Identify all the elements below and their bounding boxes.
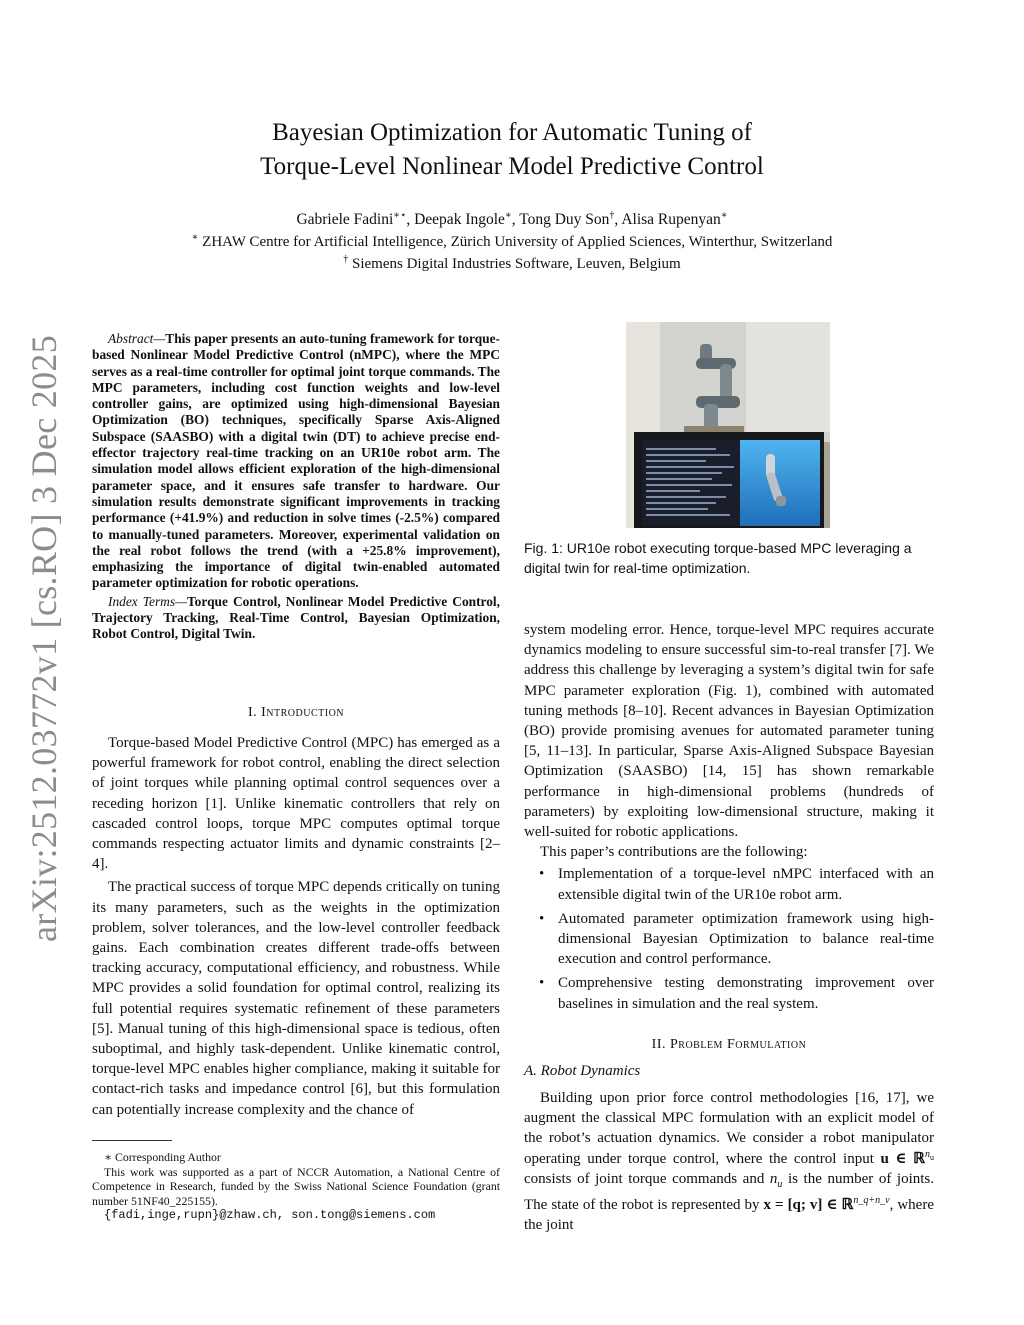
author-mark: ∗ (504, 209, 512, 221)
title-line-1: Bayesian Optimization for Automatic Tuning of (272, 119, 752, 146)
math-u: u ∈ ℝ (880, 1150, 925, 1167)
figure-1-caption: Fig. 1: UR10e robot executing torque-based MPC leveraging a digital twin for real-time optimization. (524, 540, 912, 576)
intro-continuation: system modeling error. Hence, torque-level MPC requires accurate dynamics modeling to ensure successful sim-to-real transfer [7]. We address this challenge by leveraging a system’s digital twin for safe MPC parameter exploration (Fig. 1), combined with automated tuning methods [8–10]. Recent advances in Bayesian Optimization (BO) provide promising avenues for automated parameter tuning [5, 11–13]. In particular, Sparse Axis-Aligned Subspace Bayesian Optimization (SAASBO) [14, 15] has shown remarkable performance in high-dimensional problems (hundreds of parameters) by exploiting low-dimensional structure, making it well-suited for robotic applications. (524, 622, 934, 841)
affiliation-mark: † (343, 254, 349, 265)
author-name: Alisa Rupenyan (621, 211, 721, 228)
math-x: x = [q; v] ∈ ℝ (763, 1197, 854, 1214)
right-column-text (524, 620, 934, 1014)
author-name: Tong Duy Son (519, 211, 610, 228)
bullet-icon: • (539, 910, 545, 927)
section-2-text: Building upon prior force control methodologies [16, 17], we augment the classical MPC formulation with an explicit model of the robot’s actuation dynamics. We consider a robot manipulator operating under torque control, where the control input u ∈ ℝ$^{n_u}$ consists of joint torque commands and $n_u$ is the number of joints. The state of the robot is represented by x = [q; v] ∈ ℝ$^{n\_q+n\_v}$, where the joint (524, 1090, 935, 1234)
footnote-funding: This work was supported as a part of NCCR Automation, a National Centre of Competence in Research, funded by the Swiss National Science Foundation (grant number 51NF40_225155). (92, 1164, 500, 1208)
contributions-list (524, 864, 934, 1013)
intro-paragraph-2: The practical success of torque MPC depends critically on tuning its many parameters, such as the weights in the optimization problem, solver tolerances, and the low-level controller feedback gains. Each combination creates different trade-offs between tracking accuracy, computational efficiency, and robustness. While MPC provides a solid foundation for optimal control, realizing its full potential requires systematic refinement of these parameters [5]. Manual tuning of this high-dimensional space is tedious, often suboptimal, and highly task-dependent. Unlike kinematic control, torque-level MPC enables higher compliance, making it suitable for contact-rich tasks and impedance control [6], but this formulation can potentially increase complexity and the chance of (92, 879, 500, 1118)
paper-title (0, 116, 1024, 184)
title-line-2: Torque-Level Nonlinear Model Predictive Control (260, 153, 764, 180)
affiliation-mark: ∗ (191, 232, 199, 243)
robot-photo-illustration (626, 322, 830, 528)
affiliation-text: ZHAW Centre for Artificial Intelligence, Zürich University of Applied Sciences, Winterthur, Switzerland (202, 234, 833, 250)
footnotes (92, 1150, 500, 1223)
section-1-heading (92, 705, 500, 721)
bullet-icon: • (539, 866, 545, 883)
intro-text (92, 733, 500, 1120)
author-mark: † (609, 209, 615, 221)
contributions-intro: This paper’s contributions are the following: (540, 844, 808, 861)
affiliation-text: Siemens Digital Industries Software, Leuven, Belgium (352, 256, 681, 272)
contribution-item: • Automated parameter optimization framework using high-dimensional Bayesian Optimization to balance real-time execution and control performance. (539, 910, 934, 968)
math-nu: n (769, 1170, 778, 1187)
abstract-label: Abstract— (108, 331, 166, 346)
footnote-rule (92, 1140, 172, 1141)
subsection-robot-dynamics: A. Robot Dynamics (524, 1063, 641, 1079)
section-2-number: II. (651, 1037, 666, 1052)
contribution-item: • Comprehensive testing demonstrating improvement over baselines in simulation and the real system. (539, 975, 934, 1012)
section-1-title: Introduction (261, 705, 345, 720)
author-mark: ∗ (720, 209, 728, 221)
section-2-heading (524, 1037, 934, 1053)
figure-1-photo (626, 322, 830, 528)
arxiv-side-stamp: arXiv:2512.03772v1 [cs.RO] 3 Dec 2025 (24, 335, 64, 942)
abstract-text: This paper presents an auto-tuning framework for torque-based Nonlinear Model Predictive Control (nMPC), where the MPC serves as a real-time controller for optimal joint torque commands. The MPC parameters, including cost function weights and low-level controller gains, are optimized using high-dimensional Bayesian Optimization (BO) techniques, specifically Sparse Axis-Aligned Subspace (SAASBO) with a digital twin (DT) to achieve precise end-effector trajectory real-time tracking on an UR10e robot arm. The simulation model allows efficient exploration of the high-dimensional parameter space, and it ensures safe transfer to hardware. Our simulation results demonstrate significant improvements in tracking performance (+41.9%) and reduction in solve times (-2.5%) compared to manually-tuned parameters. Moreover, experimental validation on the real robot follows the trend (with a +25.8% improvement), emphasizing the importance of digital twin-enabled automated parameter optimization for robotic operations. (92, 331, 500, 591)
index-terms-text: Torque Control, Nonlinear Model Predictive Control, Trajectory Tracking, Real-Time Control, Bayesian Optimization, Robot Control, Digital Twin. (92, 593, 501, 642)
footnote-corresponding: ∗ Corresponding Author (104, 1150, 221, 1164)
author-mark: ∗⋆ (393, 209, 407, 221)
affiliation-1 (0, 232, 1024, 253)
intro-paragraph-1: Torque-based Model Predictive Control (MPC) has emerged as a powerful framework for robot control, enabling the direct selection of joint torques while planning optimal control sequences over a receding horizon [1]. Unlike kinematic controllers that rely on cascaded control loops, torque MPC computes optimal torque commands respecting actuator limits and dynamic constraints [2–4]. (92, 735, 500, 873)
author-name: Gabriele Fadini (296, 211, 394, 228)
author-name: Deepak Ingole (414, 211, 505, 228)
section-2-title: Problem Formulation (669, 1037, 807, 1052)
abstract-block (92, 331, 500, 643)
section-1-number: I. (247, 705, 258, 720)
footnote-emails: {fadi,inge,rupn}@zhaw.ch, son.tong@siemens.com (104, 1208, 436, 1223)
bullet-icon: • (539, 975, 545, 992)
affiliation-2 (0, 254, 1024, 275)
index-terms-label: Index Terms— (108, 593, 187, 609)
author-list: Gabriele Fadini∗⋆, Deepak Ingole∗, Tong Duy Son†, Alisa Rupenyan∗ (296, 209, 728, 228)
contribution-item: • Implementation of a torque-level nMPC interfaced with an extensible digital twin of the UR10e robot arm. (539, 866, 934, 903)
